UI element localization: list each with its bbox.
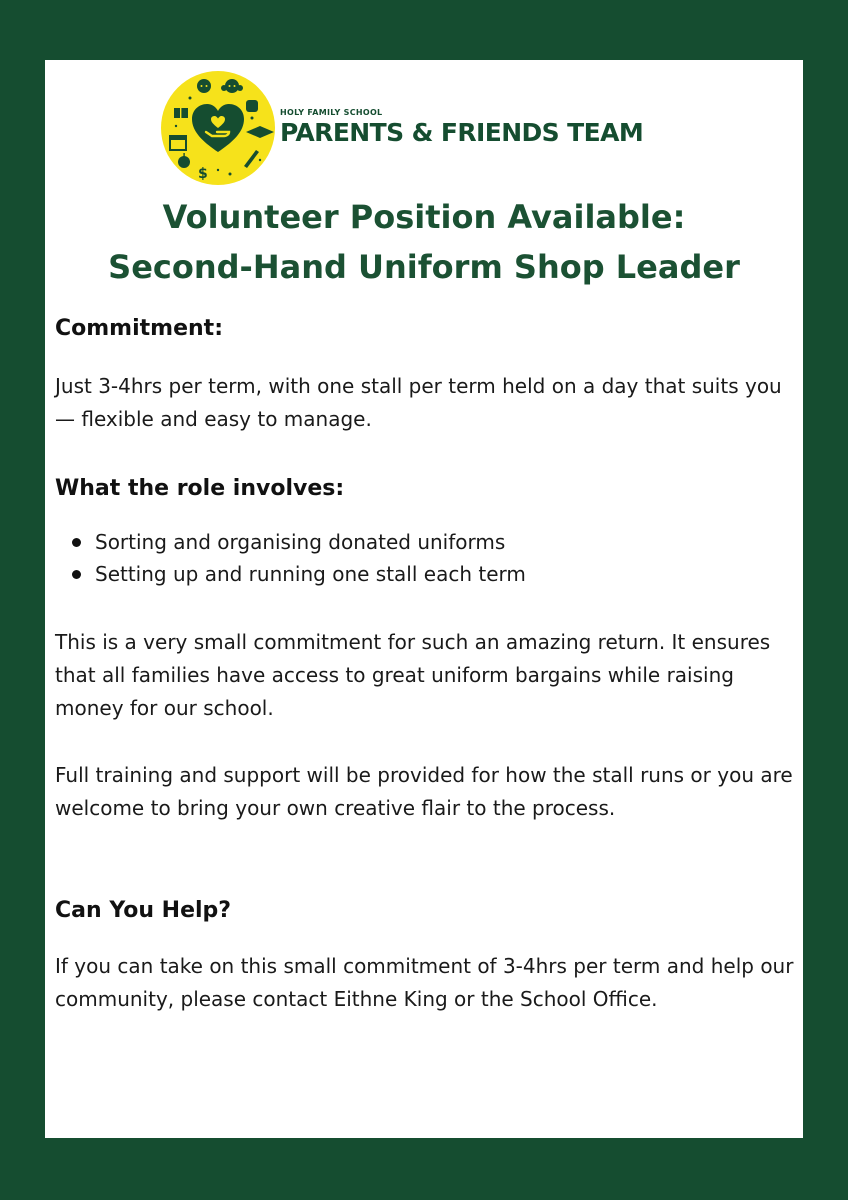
logo [160,70,720,186]
logo-team-name: PARENTS & FRIENDS TEAM [280,118,644,147]
flyer-sheet [45,60,803,1138]
list-item [55,558,526,590]
help-heading: Can You Help? [55,898,232,923]
logo-school-name: HOLY FAMILY SCHOOL [280,108,383,117]
page-title [45,192,803,292]
list-item-text: Setting up and running one stall each term [95,562,526,586]
logo-wordmark [280,108,643,148]
impact-paragraph: This is a very small commitment for such an amazing return. It ensures that all families have access to great uniform bargains while raising money for our school. [55,630,771,720]
bullet-icon [72,538,81,547]
training-paragraph: Full training and support will be provided for how the stall runs or you are welcome to bring your own creative flair to the process. [55,763,793,820]
commitment-text: Just 3-4hrs per term, with one stall per term held on a day that suits you — flexible and easy to manage. [55,374,782,431]
svg-text:$: $ [198,166,208,182]
bullet-icon [72,570,81,579]
commitment-heading: Commitment: [55,316,223,341]
parents-friends-emblem-icon [160,70,276,186]
role-list [55,526,526,590]
list-item [55,526,526,558]
page-title-line-2: Second-Hand Uniform Shop Leader [108,248,740,286]
role-heading: What the role involves: [55,476,345,501]
help-text: If you can take on this small commitment of 3-4hrs per term and help our community, please contact Eithne King or the School Office. [55,954,794,1011]
page-title-line-1: Volunteer Position Available: [162,198,686,236]
list-item-text: Sorting and organising donated uniforms [95,530,506,554]
